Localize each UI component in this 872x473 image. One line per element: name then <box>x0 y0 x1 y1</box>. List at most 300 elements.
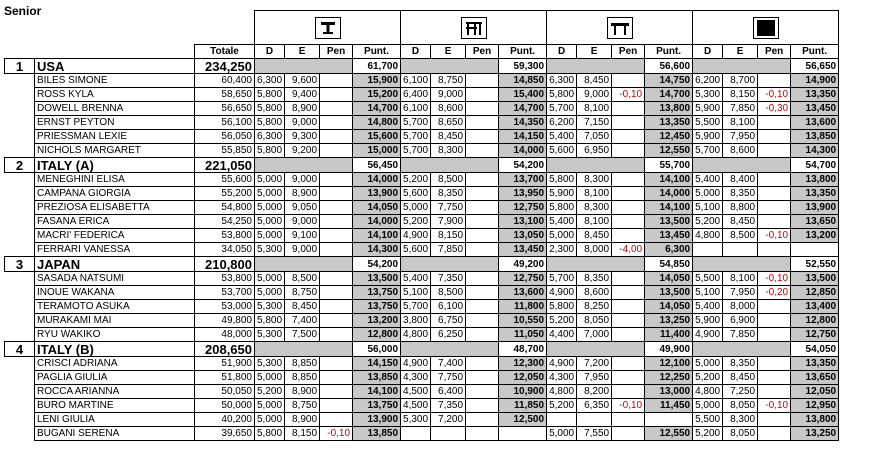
score-pen <box>466 201 499 215</box>
athlete-name: PREZIOSA ELISABETTA <box>35 201 195 215</box>
score-d: 5,700 <box>401 144 431 158</box>
score-punt: 12,550 <box>645 427 693 441</box>
score-punt: 15,900 <box>353 74 401 88</box>
athlete-row <box>5 300 839 314</box>
team-app-spacer <box>401 158 499 173</box>
team-app-spacer <box>693 59 791 74</box>
score-d: 4,800 <box>401 328 431 342</box>
rank-spacer <box>5 116 35 130</box>
header-e: E <box>723 45 758 59</box>
score-pen <box>466 102 499 116</box>
team-app-spacer <box>255 158 353 173</box>
score-d: 5,000 <box>255 215 285 229</box>
score-d: 6,300 <box>547 74 577 88</box>
athlete-row <box>5 328 839 342</box>
score-e: 8,650 <box>431 116 466 130</box>
score-punt: 13,700 <box>499 173 547 187</box>
athlete-name: TERAMOTO ASUKA <box>35 300 195 314</box>
score-pen <box>466 88 499 102</box>
score-d: 5,200 <box>401 215 431 229</box>
score-e: 8,450 <box>285 300 320 314</box>
team-app-spacer <box>255 342 353 357</box>
athlete-row <box>5 243 839 257</box>
athlete-row <box>5 427 839 441</box>
score-punt: 13,750 <box>353 300 401 314</box>
score-pen <box>612 357 645 371</box>
score-e: 9,000 <box>431 88 466 102</box>
score-punt: 14,000 <box>353 173 401 187</box>
rank-spacer <box>5 187 35 201</box>
score-pen <box>758 357 791 371</box>
score-d: 5,400 <box>693 173 723 187</box>
score-pen <box>320 413 353 427</box>
score-d: 6,300 <box>255 74 285 88</box>
score-punt: 11,850 <box>499 399 547 413</box>
athlete-total: 50,050 <box>195 385 255 399</box>
score-punt: 13,650 <box>791 371 839 385</box>
apparatus-header <box>693 11 839 45</box>
score-e: 7,750 <box>431 371 466 385</box>
score-pen <box>320 243 353 257</box>
athlete-total: 54,800 <box>195 201 255 215</box>
score-punt: 13,950 <box>499 187 547 201</box>
score-d: 5,000 <box>255 272 285 286</box>
score-e: 7,000 <box>577 328 612 342</box>
score-e: 8,050 <box>723 399 758 413</box>
score-d: 4,500 <box>401 399 431 413</box>
score-d: 4,800 <box>547 385 577 399</box>
score-pen <box>320 272 353 286</box>
header-pen: Pen <box>466 45 499 59</box>
athlete-total: 50,000 <box>195 399 255 413</box>
athlete-row <box>5 357 839 371</box>
score-d: 5,900 <box>693 130 723 144</box>
athlete-total: 58,650 <box>195 88 255 102</box>
score-e: 7,200 <box>431 413 466 427</box>
score-pen <box>320 130 353 144</box>
score-punt: 11,800 <box>499 300 547 314</box>
score-e: 8,100 <box>723 116 758 130</box>
athlete-total: 53,800 <box>195 229 255 243</box>
athlete-total: 51,800 <box>195 371 255 385</box>
team-app-total: 56,000 <box>353 342 401 357</box>
score-e: 7,950 <box>723 286 758 300</box>
team-row <box>5 342 839 357</box>
header-d: D <box>693 45 723 59</box>
score-pen <box>612 272 645 286</box>
score-d: 5,700 <box>547 272 577 286</box>
score-pen <box>758 385 791 399</box>
athlete-name: ROSS KYLA <box>35 88 195 102</box>
score-e: 7,200 <box>577 357 612 371</box>
score-d: 5,100 <box>693 286 723 300</box>
rank-spacer <box>5 130 35 144</box>
score-d: 5,800 <box>547 173 577 187</box>
score-punt: 13,750 <box>353 399 401 413</box>
score-d: 5,000 <box>693 187 723 201</box>
athlete-total: 55,600 <box>195 173 255 187</box>
score-punt: 12,950 <box>791 399 839 413</box>
score-punt: 14,000 <box>353 215 401 229</box>
team-app-spacer <box>255 59 353 74</box>
score-d: 5,300 <box>255 357 285 371</box>
score-e: 8,000 <box>723 300 758 314</box>
score-e: 7,750 <box>431 201 466 215</box>
score-e: 8,500 <box>431 286 466 300</box>
score-e: 9,000 <box>285 173 320 187</box>
score-pen <box>612 173 645 187</box>
score-pen <box>612 187 645 201</box>
score-pen: -0,10 <box>758 88 791 102</box>
score-pen <box>466 385 499 399</box>
score-pen <box>466 229 499 243</box>
score-d <box>547 413 577 427</box>
team-app-spacer <box>547 342 645 357</box>
score-e: 6,350 <box>577 399 612 413</box>
score-d: 5,600 <box>401 187 431 201</box>
score-e: 8,600 <box>431 102 466 116</box>
athlete-row <box>5 371 839 385</box>
score-pen: -0,10 <box>612 88 645 102</box>
athlete-total: 55,850 <box>195 144 255 158</box>
score-e: 6,250 <box>431 328 466 342</box>
score-e: 8,600 <box>723 144 758 158</box>
score-e: 9,300 <box>285 130 320 144</box>
score-e: 8,100 <box>577 187 612 201</box>
rank-spacer <box>5 74 35 88</box>
score-pen <box>758 173 791 187</box>
score-e: 8,500 <box>285 272 320 286</box>
score-punt: 14,000 <box>645 187 693 201</box>
score-e: 8,300 <box>723 413 758 427</box>
score-pen <box>612 130 645 144</box>
score-punt: 6,300 <box>645 243 693 257</box>
score-d: 3,800 <box>401 314 431 328</box>
score-pen <box>612 328 645 342</box>
athlete-name: BUGANI SERENA <box>35 427 195 441</box>
score-pen: -0,10 <box>758 272 791 286</box>
score-d: 6,200 <box>693 74 723 88</box>
score-punt: 14,100 <box>353 229 401 243</box>
score-punt: 13,800 <box>791 173 839 187</box>
score-punt: 12,300 <box>499 357 547 371</box>
score-d: 5,200 <box>255 385 285 399</box>
team-app-spacer <box>693 342 791 357</box>
score-d: 5,800 <box>255 144 285 158</box>
score-d: 4,300 <box>401 371 431 385</box>
score-punt: 14,150 <box>353 357 401 371</box>
score-d: 5,000 <box>255 173 285 187</box>
score-pen <box>320 102 353 116</box>
score-pen <box>612 144 645 158</box>
score-d: 5,800 <box>255 314 285 328</box>
score-punt: 12,250 <box>645 371 693 385</box>
score-punt: 13,800 <box>645 102 693 116</box>
score-d: 5,900 <box>547 187 577 201</box>
header-e: E <box>577 45 612 59</box>
score-e: 8,450 <box>723 215 758 229</box>
score-d: 4,500 <box>401 385 431 399</box>
score-e: 8,450 <box>577 229 612 243</box>
score-pen <box>466 144 499 158</box>
score-e: 8,200 <box>577 385 612 399</box>
score-punt: 13,800 <box>791 413 839 427</box>
score-pen <box>466 286 499 300</box>
score-pen <box>758 371 791 385</box>
score-punt: 14,100 <box>353 385 401 399</box>
score-e: 9,000 <box>285 215 320 229</box>
score-d: 5,000 <box>547 229 577 243</box>
score-punt <box>499 427 547 441</box>
score-pen <box>320 371 353 385</box>
score-e: 8,050 <box>723 427 758 441</box>
score-pen: -0,10 <box>758 399 791 413</box>
header-pen: Pen <box>320 45 353 59</box>
score-punt: 13,450 <box>499 243 547 257</box>
score-pen <box>466 427 499 441</box>
athlete-row <box>5 88 839 102</box>
score-punt: 13,400 <box>791 300 839 314</box>
athlete-name: MURAKAMI MAI <box>35 314 195 328</box>
score-e <box>577 413 612 427</box>
score-pen <box>612 371 645 385</box>
score-e: 8,150 <box>285 427 320 441</box>
score-d: 6,100 <box>401 74 431 88</box>
score-d: 5,900 <box>693 314 723 328</box>
score-d: 5,100 <box>401 286 431 300</box>
score-e: 9,000 <box>285 116 320 130</box>
score-punt: 12,050 <box>791 385 839 399</box>
score-pen <box>612 102 645 116</box>
score-punt: 14,050 <box>645 272 693 286</box>
score-e: 7,950 <box>577 371 612 385</box>
rank-spacer <box>5 88 35 102</box>
score-punt: 13,900 <box>353 413 401 427</box>
athlete-total: 54,250 <box>195 215 255 229</box>
score-d: 5,300 <box>401 413 431 427</box>
score-e: 9,600 <box>285 74 320 88</box>
score-d: 2,300 <box>547 243 577 257</box>
score-d: 5,000 <box>401 201 431 215</box>
header-e: E <box>431 45 466 59</box>
team-rank: 3 <box>5 257 35 272</box>
rank-spacer <box>5 314 35 328</box>
team-app-spacer <box>401 342 499 357</box>
score-e: 6,750 <box>431 314 466 328</box>
score-pen <box>612 215 645 229</box>
team-app-total: 49,200 <box>499 257 547 272</box>
score-pen: -0,20 <box>758 286 791 300</box>
score-pen <box>466 371 499 385</box>
score-d: 5,200 <box>693 215 723 229</box>
team-app-total: 54,700 <box>791 158 839 173</box>
score-punt: 12,450 <box>645 130 693 144</box>
score-d: 5,700 <box>693 144 723 158</box>
rank-spacer <box>5 173 35 187</box>
score-e: 7,900 <box>431 215 466 229</box>
team-name: ITALY (B) <box>35 342 195 357</box>
athlete-name: ROCCA ARIANNA <box>35 385 195 399</box>
athlete-row <box>5 229 839 243</box>
header-d: D <box>547 45 577 59</box>
score-pen <box>466 74 499 88</box>
score-e: 9,400 <box>285 88 320 102</box>
team-app-total: 52,550 <box>791 257 839 272</box>
team-app-spacer <box>693 158 791 173</box>
score-e: 8,150 <box>431 229 466 243</box>
score-e: 8,350 <box>723 357 758 371</box>
score-pen <box>466 173 499 187</box>
athlete-row <box>5 314 839 328</box>
athlete-row <box>5 399 839 413</box>
score-punt: 13,850 <box>791 130 839 144</box>
header-total: Totale <box>195 45 255 59</box>
score-e: 8,500 <box>723 229 758 243</box>
score-d: 5,400 <box>693 300 723 314</box>
score-pen <box>320 187 353 201</box>
score-punt: 13,500 <box>791 272 839 286</box>
score-d: 5,200 <box>547 399 577 413</box>
score-punt: 13,000 <box>645 385 693 399</box>
athlete-name: PRIESSMAN LEXIE <box>35 130 195 144</box>
score-d: 4,900 <box>693 328 723 342</box>
rank-spacer <box>5 215 35 229</box>
score-d: 5,200 <box>547 314 577 328</box>
score-punt: 14,000 <box>499 144 547 158</box>
team-app-total: 55,700 <box>645 158 693 173</box>
rank-spacer <box>5 243 35 257</box>
team-app-spacer <box>255 257 353 272</box>
score-pen <box>320 399 353 413</box>
results-table <box>4 10 839 441</box>
rank-spacer <box>5 144 35 158</box>
score-punt: 14,050 <box>645 300 693 314</box>
team-row <box>5 59 839 74</box>
team-app-total: 56,450 <box>353 158 401 173</box>
apparatus-header <box>401 11 547 45</box>
score-d: 4,800 <box>693 385 723 399</box>
score-punt: 12,050 <box>499 371 547 385</box>
score-d: 5,800 <box>255 102 285 116</box>
score-pen <box>612 427 645 441</box>
score-pen <box>758 74 791 88</box>
score-d: 5,800 <box>255 88 285 102</box>
score-e: 8,850 <box>285 357 320 371</box>
score-punt: 12,850 <box>791 286 839 300</box>
score-pen <box>758 130 791 144</box>
score-punt: 13,350 <box>791 357 839 371</box>
score-d: 4,300 <box>547 371 577 385</box>
header-spacer <box>5 45 195 59</box>
score-e: 7,550 <box>577 427 612 441</box>
team-total: 208,650 <box>195 342 255 357</box>
score-e: 8,050 <box>577 314 612 328</box>
athlete-name: CAMPANA GIORGIA <box>35 187 195 201</box>
score-punt: 13,350 <box>791 187 839 201</box>
score-punt: 12,750 <box>499 201 547 215</box>
athlete-total: 56,050 <box>195 130 255 144</box>
score-punt: 13,500 <box>353 272 401 286</box>
header-e: E <box>285 45 320 59</box>
team-rank: 4 <box>5 342 35 357</box>
score-e: 9,200 <box>285 144 320 158</box>
score-e: 8,300 <box>577 173 612 187</box>
score-pen <box>466 399 499 413</box>
score-d: 5,700 <box>401 116 431 130</box>
athlete-row <box>5 74 839 88</box>
score-e: 8,300 <box>577 201 612 215</box>
score-e: 7,850 <box>723 102 758 116</box>
score-punt: 11,450 <box>645 399 693 413</box>
score-punt: 12,550 <box>645 144 693 158</box>
score-pen: -4,00 <box>612 243 645 257</box>
score-punt: 13,450 <box>645 229 693 243</box>
score-d: 5,000 <box>255 399 285 413</box>
score-e: 8,500 <box>431 173 466 187</box>
rank-spacer <box>5 272 35 286</box>
score-d: 5,200 <box>401 173 431 187</box>
score-punt: 14,100 <box>645 201 693 215</box>
score-punt: 14,150 <box>499 130 547 144</box>
athlete-total: 48,000 <box>195 328 255 342</box>
score-punt <box>791 243 839 257</box>
score-punt: 13,350 <box>791 88 839 102</box>
score-d: 5,800 <box>547 88 577 102</box>
score-pen <box>612 201 645 215</box>
rank-spacer <box>5 427 35 441</box>
score-pen <box>466 413 499 427</box>
score-e: 7,350 <box>431 399 466 413</box>
team-app-spacer <box>547 158 645 173</box>
score-pen <box>758 187 791 201</box>
score-punt: 14,700 <box>499 102 547 116</box>
score-punt: 13,850 <box>353 427 401 441</box>
score-d: 5,000 <box>255 286 285 300</box>
header-spacer <box>5 11 255 45</box>
score-pen <box>758 201 791 215</box>
score-punt: 14,700 <box>353 102 401 116</box>
score-punt: 13,450 <box>791 102 839 116</box>
score-d: 5,000 <box>255 371 285 385</box>
athlete-total: 56,100 <box>195 116 255 130</box>
score-d: 5,400 <box>401 272 431 286</box>
score-pen <box>758 413 791 427</box>
athlete-name: INOUE WAKANA <box>35 286 195 300</box>
score-e: 8,300 <box>431 144 466 158</box>
score-pen: -0,10 <box>758 229 791 243</box>
score-e <box>723 243 758 257</box>
rank-spacer <box>5 385 35 399</box>
score-d: 5,000 <box>693 357 723 371</box>
score-e: 9,100 <box>285 229 320 243</box>
score-e: 8,350 <box>431 187 466 201</box>
score-pen <box>320 116 353 130</box>
athlete-name: MACRI' FEDERICA <box>35 229 195 243</box>
rank-spacer <box>5 102 35 116</box>
score-pen: -0,10 <box>320 427 353 441</box>
score-pen <box>466 328 499 342</box>
header-punt: Punt. <box>791 45 839 59</box>
score-d: 6,100 <box>401 102 431 116</box>
team-total: 210,800 <box>195 257 255 272</box>
score-punt: 11,050 <box>499 328 547 342</box>
rank-spacer <box>5 371 35 385</box>
header-pen: Pen <box>758 45 791 59</box>
score-e: 8,250 <box>577 300 612 314</box>
team-app-spacer <box>401 59 499 74</box>
score-d: 5,700 <box>401 130 431 144</box>
athlete-row <box>5 144 839 158</box>
